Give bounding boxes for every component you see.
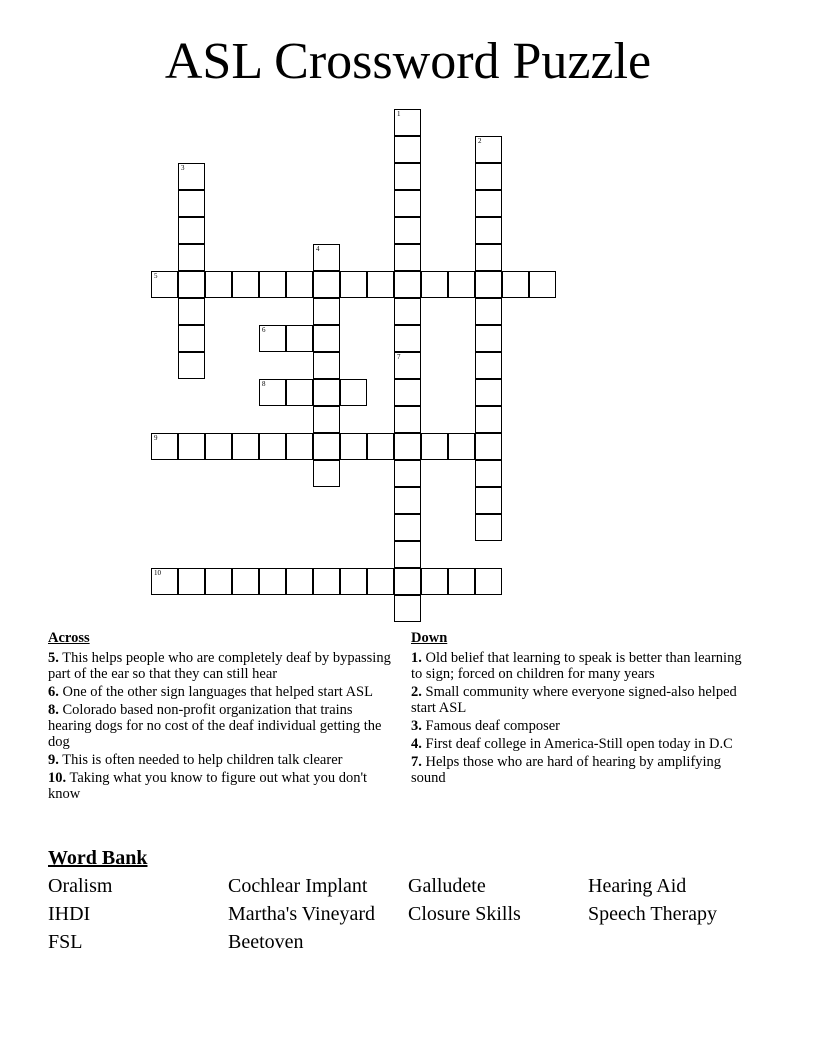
clue-number: 7 [397,353,401,361]
clue-number: 5 [154,272,158,280]
across-clue-list [48,650,393,802]
clue-text: This is often needed to help children talk clearer [58,752,343,768]
grid-cell[interactable] [286,271,313,298]
clue-num: 3. [411,718,422,734]
clue-num: 6. [48,684,59,700]
grid-cell[interactable] [475,190,502,217]
grid-cell[interactable] [475,298,502,325]
word-bank-item: Hearing Aid [588,875,687,897]
grid-cell[interactable] [475,244,502,271]
grid-cell[interactable] [475,406,502,433]
clue-num: 9. [48,752,59,768]
grid-cell[interactable] [178,568,205,595]
clue-num: 8. [48,702,59,718]
grid-cell[interactable] [475,460,502,487]
word-bank-item: Galludete [408,875,486,897]
grid-cell[interactable] [394,271,421,298]
grid-cell[interactable] [178,325,205,352]
grid-cell[interactable] [178,298,205,325]
grid-cell[interactable] [394,433,421,460]
grid-cell[interactable] [286,568,313,595]
grid-cell[interactable] [394,298,421,325]
grid-cell[interactable] [394,568,421,595]
grid-cell[interactable] [340,568,367,595]
word-bank-item: FSL [48,931,83,953]
grid-cell[interactable] [394,244,421,271]
grid-cell[interactable] [313,568,340,595]
grid-cell[interactable] [475,217,502,244]
grid-cell[interactable] [394,136,421,163]
grid-cell[interactable] [259,568,286,595]
grid-cell[interactable] [448,568,475,595]
down-clue [411,754,756,786]
clue-number: 2 [478,137,482,145]
clue-number: 6 [262,326,266,334]
grid-cell[interactable] [178,352,205,379]
clue-num: 2. [411,684,422,700]
grid-cell[interactable] [394,352,421,379]
grid-cell[interactable] [367,271,394,298]
grid-cell[interactable] [394,109,421,136]
grid-cell[interactable] [394,325,421,352]
across-clue [48,650,393,682]
grid-cell[interactable] [475,136,502,163]
grid-cell[interactable] [340,271,367,298]
grid-cell[interactable] [151,271,178,298]
grid-cell[interactable] [151,568,178,595]
page-title: ASL Crossword Puzzle [164,33,652,90]
grid-cell[interactable] [475,487,502,514]
clue-number: 9 [154,434,158,442]
grid-cell[interactable] [475,433,502,460]
grid-cell[interactable] [313,352,340,379]
grid-cell[interactable] [259,433,286,460]
down-clue [411,684,756,716]
grid-cell[interactable] [448,271,475,298]
across-clue [48,770,393,802]
grid-cell[interactable] [178,190,205,217]
word-bank-item: Closure Skills [408,903,521,925]
grid-cell[interactable] [529,271,556,298]
grid-cell[interactable] [313,379,340,406]
across-heading: Across [48,630,90,646]
down-clue [411,718,756,734]
clue-number: 4 [316,245,320,253]
clue-text: Taking what you know to figure out what you don't know [48,770,368,802]
grid-cell[interactable] [394,487,421,514]
clue-text: One of the other sign languages that helped start ASL [58,684,373,700]
grid-cell[interactable] [475,325,502,352]
word-bank-title: Word Bank [48,847,148,869]
grid-cell[interactable] [178,433,205,460]
grid-cell[interactable] [313,244,340,271]
grid-cell[interactable] [232,568,259,595]
grid-cell[interactable] [394,379,421,406]
grid-cell[interactable] [178,244,205,271]
grid-cell[interactable] [394,514,421,541]
grid-cell[interactable] [286,433,313,460]
grid-cell[interactable] [421,271,448,298]
clue-num: 1. [411,650,422,666]
grid-cell[interactable] [313,271,340,298]
down-clue [411,736,756,752]
grid-cell[interactable] [394,190,421,217]
clue-text: This helps people who are completely deaf by bypassing part of the ear so that they can still hear [48,650,391,682]
clue-num: 5. [48,650,59,666]
grid-cell[interactable] [151,433,178,460]
grid-cell[interactable] [286,325,313,352]
down-clue [411,650,756,682]
grid-cell[interactable] [259,379,286,406]
grid-cell[interactable] [178,163,205,190]
grid-cell[interactable] [421,568,448,595]
clue-text: Helps those who are hard of hearing by amplifying sound [411,754,722,786]
grid-cell[interactable] [475,379,502,406]
clue-num: 7. [411,754,422,770]
grid-cell[interactable] [313,298,340,325]
clue-number: 10 [154,569,161,577]
grid-cell[interactable] [205,568,232,595]
grid-cell[interactable] [475,514,502,541]
grid-cell[interactable] [394,460,421,487]
grid-cell[interactable] [448,433,475,460]
grid-cell[interactable] [259,271,286,298]
grid-cell[interactable] [313,406,340,433]
grid-cell[interactable] [475,271,502,298]
grid-cell[interactable] [178,271,205,298]
clue-num: 4. [411,736,422,752]
grid-cell[interactable] [475,163,502,190]
grid-cell[interactable] [286,379,313,406]
clue-text: First deaf college in America-Still open today in D.C [421,736,733,752]
down-heading: Down [411,630,448,646]
across-clue [48,702,393,750]
across-clue [48,752,393,768]
grid-cell[interactable] [259,325,286,352]
grid-cell[interactable] [367,568,394,595]
grid-cell[interactable] [205,271,232,298]
grid-cell[interactable] [475,568,502,595]
word-bank-item: Oralism [48,875,113,897]
across-clues [48,630,393,804]
down-clue-list [411,650,756,786]
grid-cell[interactable] [313,433,340,460]
clue-num: 10. [48,770,67,786]
clue-text: Small community where everyone signed-also helped start ASL [411,684,737,716]
grid-cell[interactable] [340,379,367,406]
word-bank-item: Cochlear Implant [228,875,368,897]
grid-cell[interactable] [394,541,421,568]
clue-text: Colorado based non-profit organization that trains hearing dogs for no cost of the deaf individual getting the dog [48,702,382,750]
clue-number: 3 [181,164,185,172]
grid-cell[interactable] [232,433,259,460]
word-bank-item: Martha's Vineyard [228,903,375,925]
across-clue [48,684,393,700]
clue-text: Old belief that learning to speak is better than learning to sign; forced on children for many years [411,650,742,682]
grid-cell[interactable] [178,217,205,244]
grid-cell[interactable] [421,433,448,460]
grid-cell[interactable] [232,271,259,298]
clue-number: 1 [397,110,401,118]
down-clues [411,630,756,788]
grid-cell[interactable] [394,595,421,622]
clue-text: Famous deaf composer [421,718,560,734]
grid-cell[interactable] [313,460,340,487]
grid-cell[interactable] [367,433,394,460]
grid-cell[interactable] [475,352,502,379]
grid-cell[interactable] [394,163,421,190]
grid-cell[interactable] [205,433,232,460]
grid-cell[interactable] [394,217,421,244]
word-bank-item: Speech Therapy [588,903,718,925]
grid-cell[interactable] [394,406,421,433]
grid-cell[interactable] [313,325,340,352]
grid-cell[interactable] [502,271,529,298]
word-bank-item: IHDI [48,903,91,925]
word-bank-item: Beetoven [228,931,304,953]
clue-number: 8 [262,380,266,388]
grid-cell[interactable] [340,433,367,460]
